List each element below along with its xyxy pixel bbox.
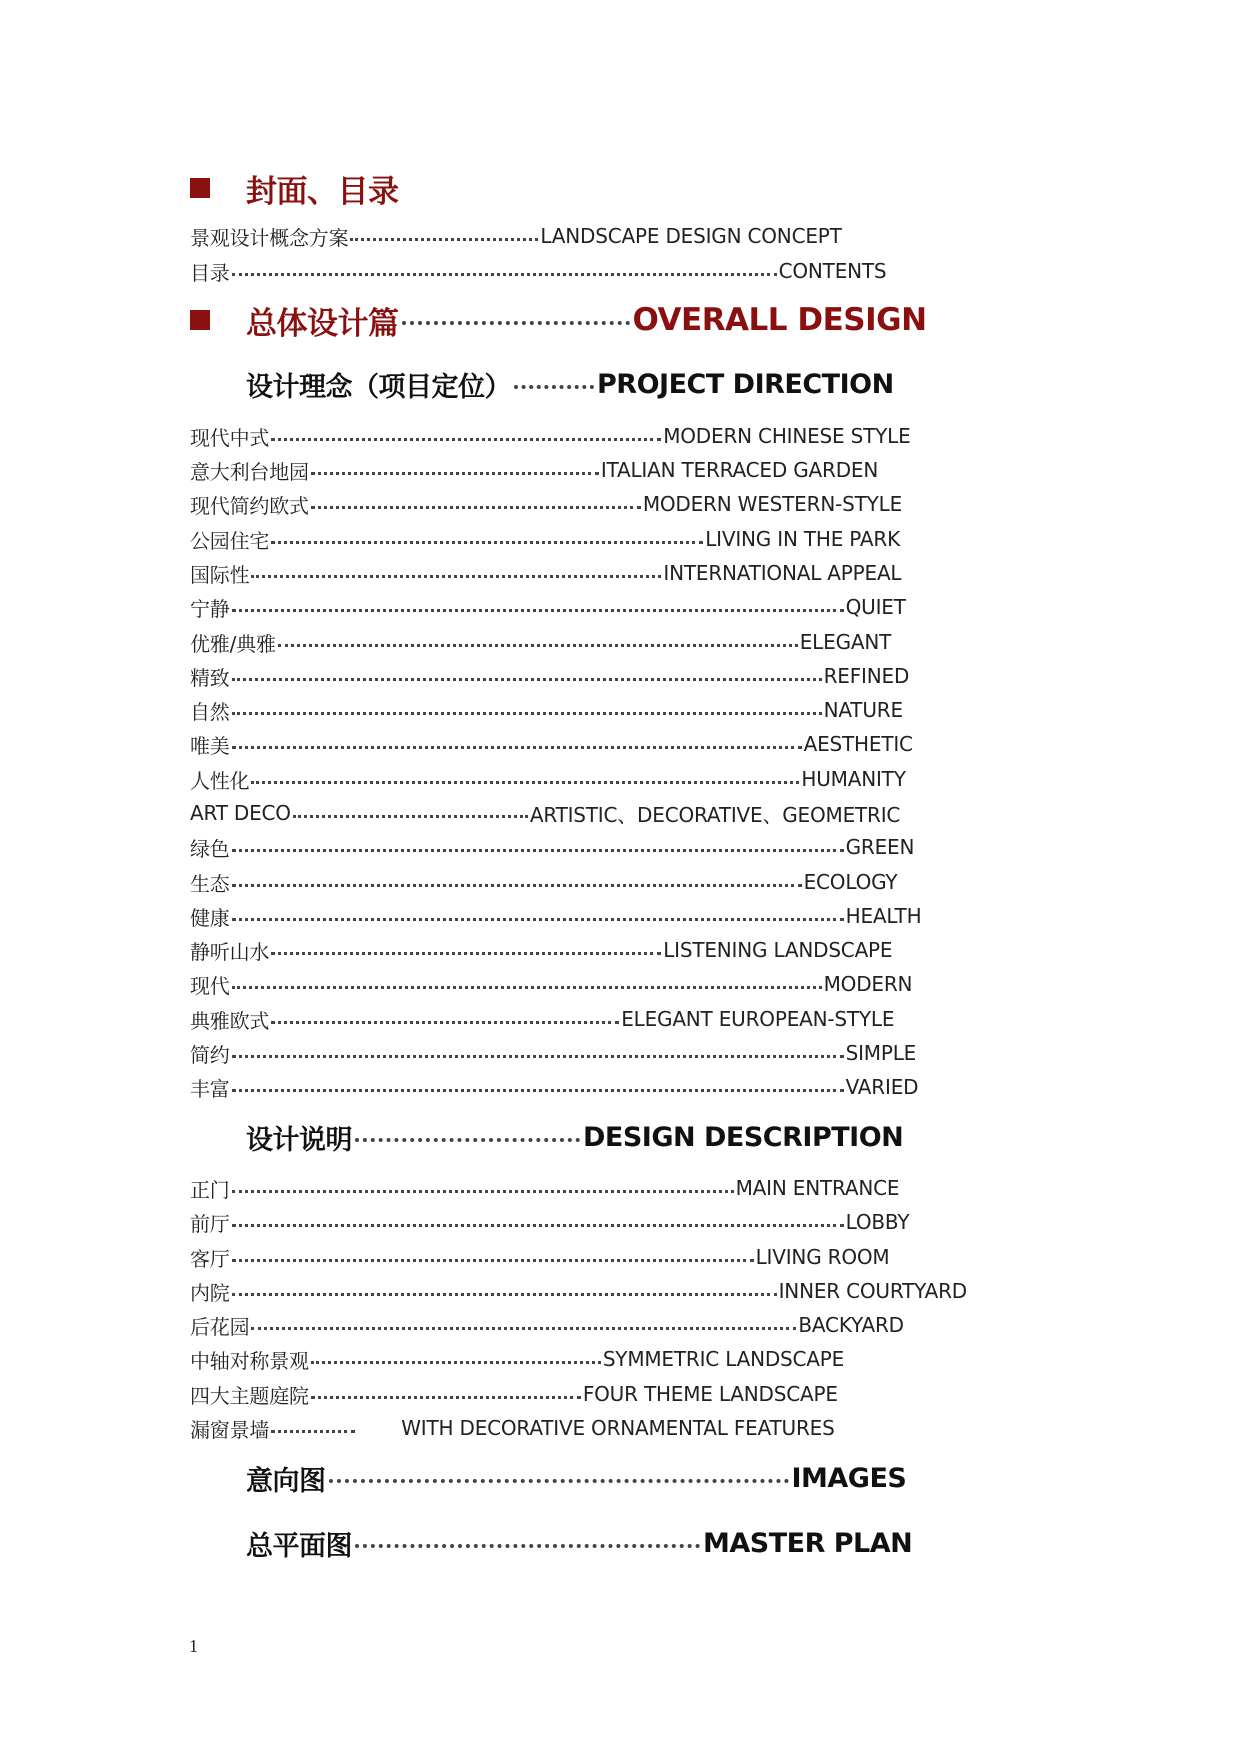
entry-en: MODERN [823,972,913,996]
leader-dots [232,273,777,276]
toc-entry [190,1206,909,1238]
entry-cn: 国际性 [190,562,250,587]
entry-cn: 后花园 [190,1314,250,1339]
toc-entry [190,1172,899,1204]
toc-entry [190,557,901,589]
toc-entry [190,488,902,520]
entry-cn: 正门 [190,1177,230,1202]
toc-entry [190,220,842,252]
toc-entry [190,523,900,555]
leader-dots [293,815,528,818]
entry-en: BACKYARD [798,1313,904,1337]
toc-entry [190,1309,904,1341]
leader-dots [232,609,844,612]
leader-dots [271,952,661,955]
leader-dots [232,1089,844,1092]
leader-dots [232,746,802,749]
leader-dots [514,385,594,389]
leader-dots [271,438,661,441]
entry-cn: 目录 [190,260,230,285]
section-heading-overall [190,295,927,345]
entry-en: ELEGANT [799,630,892,654]
entry-cn: 生态 [190,871,230,896]
entry-en: HUMANITY [801,767,906,791]
subsection-heading [246,1115,903,1159]
leader-dots [232,884,802,887]
entry-en: HEALTH [845,904,922,928]
leader-dots [311,1396,581,1399]
toc-entry [190,626,891,658]
leader-dots [271,1021,619,1024]
entry-cn: 前厅 [190,1211,230,1236]
toc-entry [190,1037,916,1069]
toc-entry [190,1275,967,1307]
entry-cn: 丰富 [190,1076,230,1101]
entry-cn: 公园住宅 [190,528,270,553]
subsection-heading [246,1521,912,1565]
toc-entry [190,694,903,726]
toc-entry [190,1003,894,1035]
leader-dots [232,849,844,852]
leader-dots [278,644,798,647]
entry-en: LIVING ROOM [755,1245,890,1269]
entry-en: GREEN [845,835,915,859]
entry-cn: 典雅欧式 [190,1008,270,1033]
toc-entry [190,591,906,623]
entry-en: SYMMETRIC LANDSCAPE [602,1347,845,1371]
toc-entry [190,1241,889,1273]
entry-cn: ART DECO [190,801,291,825]
leader-dots [311,472,599,475]
entry-en: LISTENING LANDSCAPE [663,938,893,962]
leader-dots [251,575,661,578]
toc-entry [190,831,914,863]
leader-dots [232,1055,844,1058]
entry-en: LOBBY [845,1210,910,1234]
leader-dots [232,712,822,715]
entry-cn: 人性化 [190,768,250,793]
entry-cn: 现代中式 [190,425,270,450]
entry-cn: 优雅/典雅 [190,631,276,656]
entry-en: MAIN ENTRANCE [735,1176,900,1200]
toc-entry [190,255,886,287]
entry-cn: 健康 [190,905,230,930]
square-bullet-icon [190,310,210,330]
leader-dots [232,986,822,989]
entry-cn: 精致 [190,665,230,690]
toc-entry [190,660,909,692]
entry-en: INNER COURTYARD [778,1279,967,1303]
toc-entry [190,763,906,795]
entry-en: ELEGANT EUROPEAN-STYLE [621,1007,895,1031]
entry-en: ITALIAN TERRACED GARDEN [600,458,879,482]
toc-entry [190,968,912,1000]
entry-en: ECOLOGY [803,870,898,894]
subsection-title-en: IMAGES [791,1462,907,1494]
entry-en: WITH DECORATIVE ORNAMENTAL FEATURES [401,1416,835,1440]
entry-en: REFINED [823,664,910,688]
leader-dots [251,781,799,784]
subsection-title-cn: 意向图 [246,1465,326,1497]
entry-en: ARTISTIC、DECORATIVE、GEOMETRIC [529,802,901,827]
leader-dots [232,1293,777,1296]
leader-dots [271,541,703,544]
entry-cn: 客厅 [190,1246,230,1271]
entry-en: CONTENTS [778,259,887,283]
entry-cn: 四大主题庭院 [190,1383,309,1408]
toc-entry [190,866,897,898]
square-bullet-icon [190,178,210,198]
leader-dots [232,1259,754,1262]
toc-entry [190,797,900,829]
leader-dots [232,1224,844,1227]
section-title-cn: 封面、目录 [246,173,399,210]
toc-entry [190,420,911,452]
entry-cn: 漏窗景墙 [190,1417,270,1442]
entry-cn: 景观设计概念方案 [190,225,349,250]
leader-dots [232,678,822,681]
toc-entry [190,1343,844,1375]
entry-en: INTERNATIONAL APPEAL [663,561,902,585]
subsection-title-en: DESIGN DESCRIPTION [583,1121,904,1153]
entry-en: MODERN CHINESE STYLE [663,424,911,448]
entry-en: NATURE [823,698,903,722]
leader-dots [355,1544,700,1548]
leader-dots [329,1479,789,1483]
entry-en: VARIED [845,1075,919,1099]
page-number: 1 [189,1636,198,1656]
entry-cn: 中轴对称景观 [190,1348,309,1373]
entry-cn: 简约 [190,1042,230,1067]
entry-en: MODERN WESTERN-STYLE [642,492,903,516]
toc-entry [190,454,878,486]
entry-cn: 内院 [190,1280,230,1305]
entry-cn: 自然 [190,699,230,724]
toc-entry [190,1412,835,1444]
toc-entry [190,934,892,966]
section-title-cn: 总体设计篇 [246,305,399,342]
leader-dots [311,1361,601,1364]
subsection-title-cn: 设计理念（项目定位） [246,371,511,403]
entry-en: QUIET [845,595,906,619]
entry-cn: 意大利台地园 [190,459,309,484]
subsection-title-cn: 设计说明 [246,1124,352,1156]
leader-dots [251,1327,796,1330]
section-heading-cover [190,163,399,213]
entry-cn: 静听山水 [190,939,270,964]
entry-en: LIVING IN THE PARK [705,527,900,551]
toc-entry [190,1378,838,1410]
entry-en: LANDSCAPE DESIGN CONCEPT [540,224,842,248]
toc-entry [190,728,913,760]
entry-cn: 现代简约欧式 [190,493,309,518]
subsection-heading [246,362,894,406]
leader-dots [271,1430,355,1433]
entry-cn: 唯美 [190,733,230,758]
entry-cn: 现代 [190,973,230,998]
subsection-title-en: PROJECT DIRECTION [597,368,894,400]
leader-dots [402,321,630,325]
leader-dots [355,1138,580,1142]
entry-en: SIMPLE [845,1041,917,1065]
section-title-en: OVERALL DESIGN [632,302,927,338]
leader-dots [232,1190,734,1193]
leader-dots [311,506,641,509]
subsection-heading [246,1456,906,1500]
leader-dots [232,918,844,921]
subsection-title-cn: 总平面图 [246,1530,352,1562]
subsection-title-en: MASTER PLAN [703,1527,913,1559]
entry-cn: 绿色 [190,836,230,861]
toc-entry [190,1071,918,1103]
leader-dots [350,238,538,241]
entry-cn: 宁静 [190,596,230,621]
entry-en: AESTHETIC [803,732,913,756]
entry-en: FOUR THEME LANDSCAPE [582,1382,838,1406]
toc-entry [190,900,921,932]
